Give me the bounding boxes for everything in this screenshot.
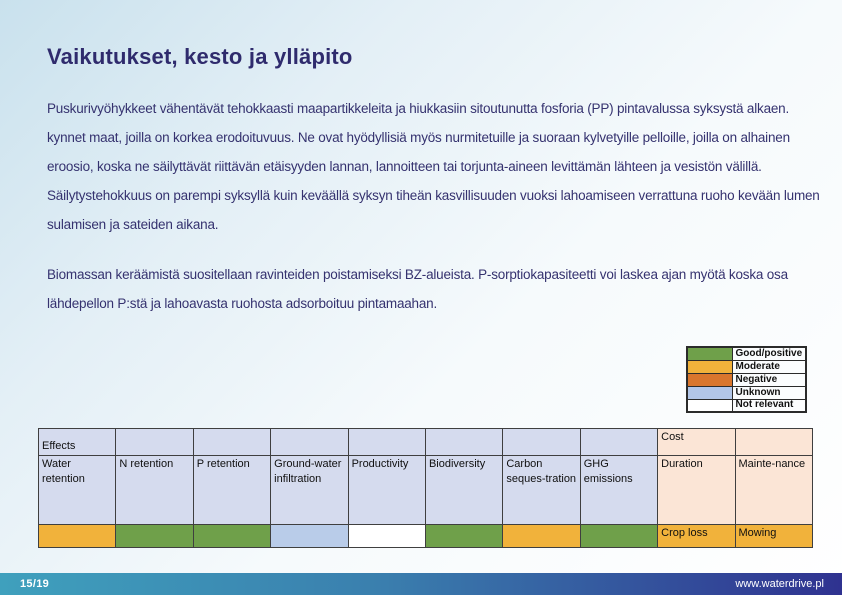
column-header-groundwater-infiltration: Ground-water infiltration — [271, 456, 348, 525]
website-link: www.waterdrive.pl — [735, 578, 824, 590]
column-header-duration: Duration — [658, 456, 735, 525]
table-cell-blank — [348, 429, 425, 456]
rating-cell-biodiversity — [425, 525, 502, 548]
legend-row — [687, 360, 806, 373]
column-header-water-retention: Water retention — [39, 456, 116, 525]
legend-row — [687, 347, 806, 360]
table-cell-blank — [425, 429, 502, 456]
table-cell-blank — [580, 429, 657, 456]
effects-rating-row — [39, 525, 813, 548]
rating-cell-p-retention — [193, 525, 270, 548]
column-header-maintenance: Mainte-nance — [735, 456, 812, 525]
page-title: Vaikutukset, kesto ja ylläpito — [47, 44, 353, 69]
table-cell-blank — [271, 429, 348, 456]
cost-cell-crop-loss: Crop loss — [658, 525, 735, 548]
effects-group-row — [39, 429, 813, 456]
legend-label: Negative — [732, 373, 806, 386]
column-header-carbon-sequestration: Carbon seques-tration — [503, 456, 580, 525]
rating-cell-n-retention — [116, 525, 193, 548]
page-number: 15/19 — [20, 578, 50, 590]
effects-corner-cell: Effects — [39, 429, 116, 456]
effects-header-row — [39, 456, 813, 525]
effects-table — [38, 428, 813, 548]
legend-label: Not relevant — [732, 399, 806, 412]
body-paragraph-2: Biomassan keräämistä suositellaan ravinteiden poistamiseksi BZ-alueista. P-sorptiokapasiteetti voi laskea ajan myötä koska osa lähdepellon P:stä ja lahoavasta ruohosta adsorboituu pintamaahan. — [47, 267, 788, 311]
rating-cell-water-retention — [39, 525, 116, 548]
cost-cell-mowing: Mowing — [735, 525, 812, 548]
column-header-ghg-emissions: GHG emissions — [580, 456, 657, 525]
legend-row — [687, 373, 806, 386]
rating-cell-groundwater-infiltration — [271, 525, 348, 548]
rating-cell-productivity — [348, 525, 425, 548]
legend-table — [686, 346, 807, 413]
legend-swatch-not-relevant — [687, 399, 732, 412]
legend-label: Moderate — [732, 360, 806, 373]
legend-label: Good/positive — [732, 347, 806, 360]
legend-swatch-good — [687, 347, 732, 360]
table-cell-blank — [193, 429, 270, 456]
table-cell-blank — [503, 429, 580, 456]
table-cell-blank — [735, 429, 812, 456]
legend-swatch-negative — [687, 373, 732, 386]
legend-label: Unknown — [732, 386, 806, 399]
rating-cell-ghg-emissions — [580, 525, 657, 548]
legend-swatch-unknown — [687, 386, 732, 399]
legend-swatch-moderate — [687, 360, 732, 373]
column-header-p-retention: P retention — [193, 456, 270, 525]
legend-row — [687, 399, 806, 412]
table-cell-blank — [116, 429, 193, 456]
column-header-n-retention: N retention — [116, 456, 193, 525]
body-paragraph-1: Puskurivyöhykkeet vähentävät tehokkaasti maapartikkeleita ja hiukkasiin sitoutunutta fosforia (PP) pintavalussa syksystä alkaen. kynnet maat, joilla on korkea erodoituvuus. Ne ovat hyödyllisiä myös nurmitetuille ja suoraan kylvetyille pelloille, joilla on alhainen eroosio, koska ne säilyttävät riittävän etäisyyden lannan, lannoitteen tai torjunta-aineen levittämän lähteen ja vesistön välillä. Säilytystehokkuus on parempi syksyllä kuin keväällä syksyn tiheän kasvillisuuden vuoksi lahoamiseen verrattuna ruoho kevään lumen sulamisen ja sateiden aikana. — [47, 101, 820, 232]
legend-row — [687, 386, 806, 399]
column-header-biodiversity: Biodiversity — [425, 456, 502, 525]
footer-bar — [0, 573, 842, 595]
column-header-productivity: Productivity — [348, 456, 425, 525]
cost-group-cell: Cost — [658, 429, 735, 456]
rating-cell-carbon-sequestration — [503, 525, 580, 548]
